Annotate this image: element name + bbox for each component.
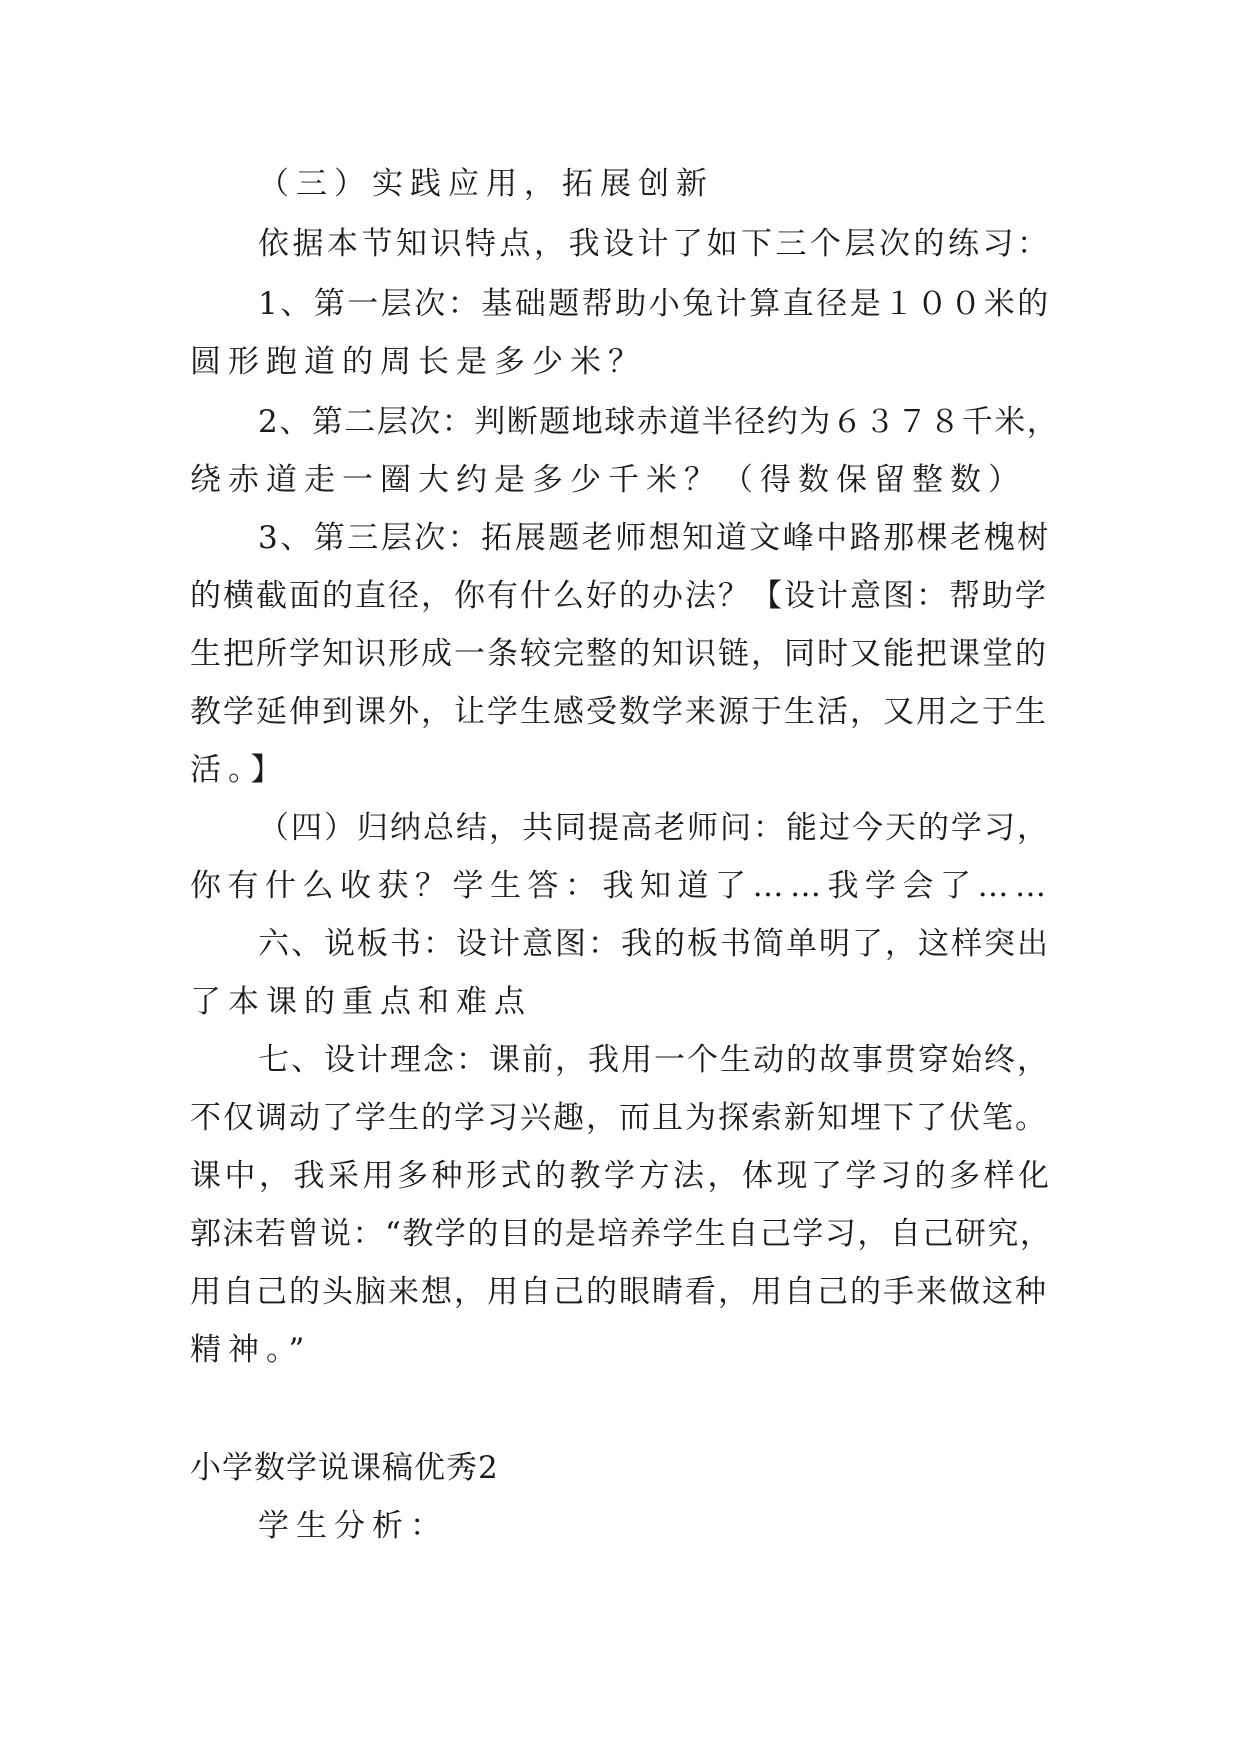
section7-line4: 郭沫若曾说：“教学的目的是培养学生自己学习，自己研究， [190, 1216, 1053, 1252]
section6-line1: 六、说板书：设计意图：我的板书简单明了，这样突出 [258, 926, 1050, 962]
next-section-title: 小学数学说课稿优秀2 [190, 1450, 499, 1486]
item3-line1: 3、第三层次：拓展题老师想知道文峰中路那棵老槐树 [258, 520, 1051, 556]
intro-line: 依据本节知识特点，我设计了如下三个层次的练习： [258, 226, 1052, 262]
section6-line2: 了本课的重点和难点 [190, 984, 532, 1020]
section7-line3: 课中，我采用多种形式的教学方法，体现了学习的多样化 [190, 1158, 1053, 1194]
section4-line2: 你有什么收获？学生答：我知道了……我学会了…… [190, 868, 1053, 904]
section7-line2: 不仅调动了学生的学习兴趣，而且为探索新知埋下了伏笔。 [190, 1100, 1048, 1136]
section7-line1: 七、设计理念：课前，我用一个生动的故事贯穿始终， [258, 1042, 1050, 1078]
section7-line5: 用自己的头脑来想，用自己的眼睛看，用自己的手来做这种 [190, 1274, 1048, 1310]
item3-line3: 生把所学知识形成一条较完整的知识链，同时又能把课堂的 [190, 636, 1048, 672]
student-analysis-heading: 学生分析： [258, 1508, 448, 1544]
section3-heading: （三）实践应用，拓展创新 [258, 166, 714, 202]
item1-line2: 圆形跑道的周长是多少米？ [190, 344, 646, 380]
item2-line1: 2、第二层次：判断题地球赤道半径约为６３７８千米， [258, 404, 1060, 440]
item3-line5: 活。】 [190, 752, 289, 788]
item2-line2: 绕赤道走一圈大约是多少千米？（得数保留整数） [190, 462, 1026, 498]
item3-line4: 教学延伸到课外，让学生感受数学来源于生活，又用之于生 [190, 694, 1048, 730]
item1-line1: 1、第一层次：基础题帮助小兔计算直径是１００米的 [258, 286, 1051, 322]
section7-line6: 精神。” [190, 1332, 312, 1368]
item3-line2: 的横截面的直径，你有什么好的办法？【设计意图：帮助学 [190, 578, 1048, 614]
section4-line1: （四）归纳总结，共同提高老师问：能过今天的学习， [258, 810, 1050, 846]
